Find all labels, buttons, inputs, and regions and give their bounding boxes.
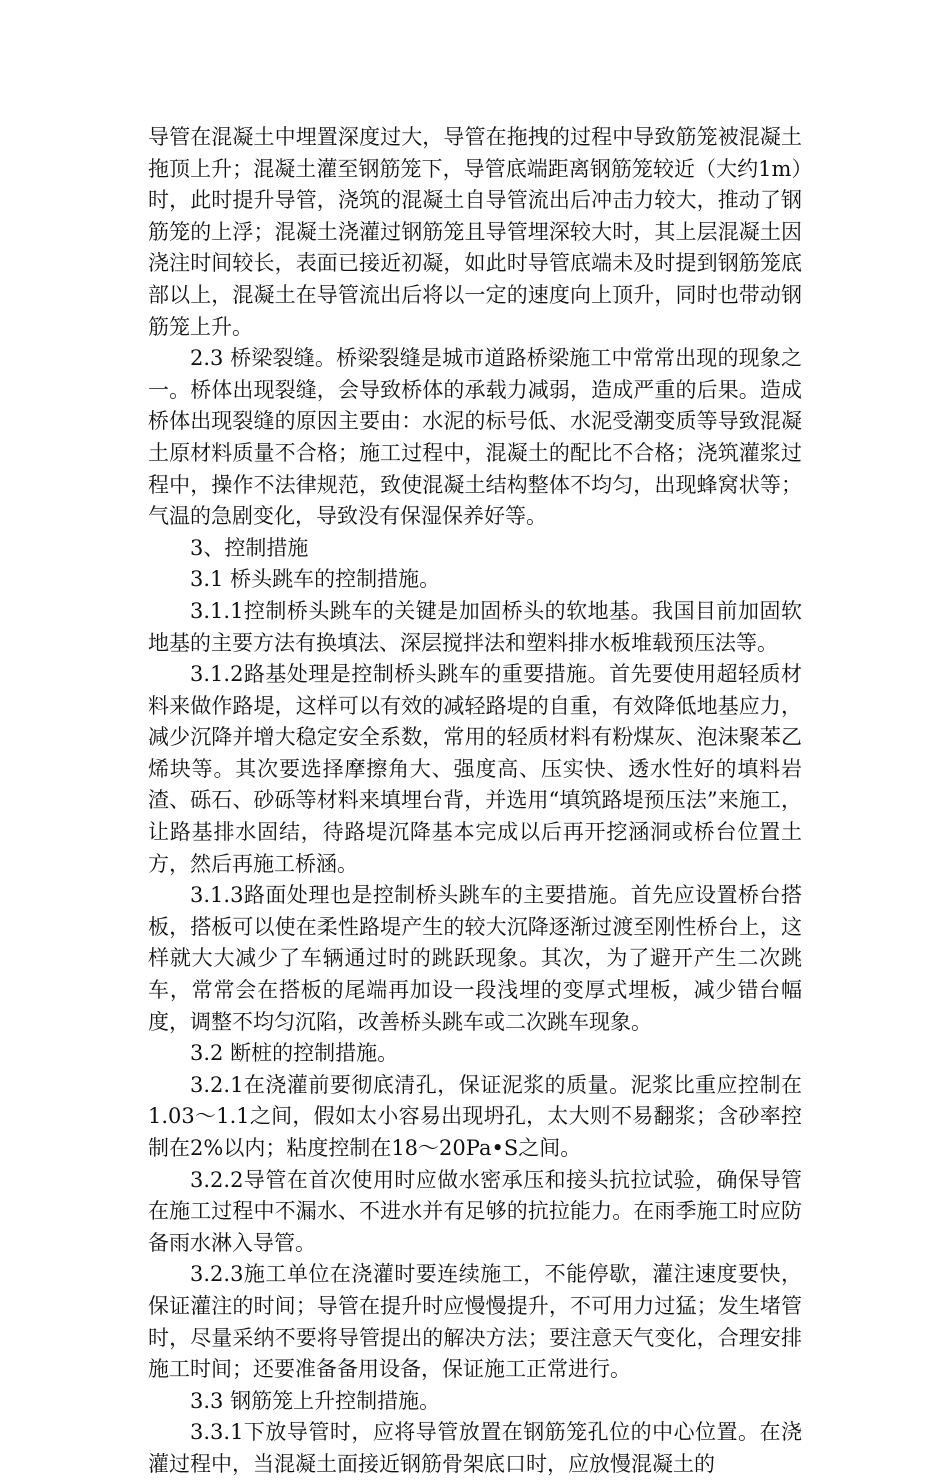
section-heading-3: 3、控制措施 [190, 535, 309, 560]
paragraph-3-2-3: 3.2.3施工单位在浇灌时要连续施工，不能停歇，灌注速度要快，保证灌注的时间；导管在提升时应慢慢提升，不可用力过猛；发生堵管时，尽量采纳不要将导管提出的解决方法；要注意天气变化，合理安排施工时间；还要准备备用设备，保证施工正常进行。 [148, 1262, 802, 1382]
paragraph-3-1-2: 3.1.2路基处理是控制桥头跳车的重要措施。首先要使用超轻质材料来做作路堤，这样可以有效的减轻路堤的自重，有效降低地基应力，减少沉降并增大稳定安全系数，常用的轻质材料有粉煤灰、泡沫聚苯乙烯块等。其次要选择摩擦角大、强度高、压实快、透水性好的填料岩渣、砾石、砂砾等材料来填埋台背，并选用“填筑路堤预压法”来施工，让路基排水固结，待路堤沉降基本完成以后再开挖涵洞或桥台位置土方，然后再施工桥涵。 [148, 662, 802, 876]
paragraph-3-2-2: 3.2.2导管在首次使用时应做水密承压和接头抗拉试验，确保导管在施工过程中不漏水、不进水并有足够的抗拉能力。在雨季施工时应防备雨水淋入导管。 [148, 1167, 802, 1255]
paragraph-2: 2.3 桥梁裂缝。桥梁裂缝是城市道路桥梁施工中常常出现的现象之一。桥体出现裂缝，会导致桥体的承载力减弱，造成严重的后果。造成桥体出现裂缝的原因主要由：水泥的标号低、水泥受潮变质等导致混凝土原材料质量不合格；施工过程中，混凝土的配比不合格；浇筑灌浆过程中，操作不法律规范，致使混凝土结构整体不均匀，出现蜂窝状等；气温的急剧变化，导致没有保湿保养好等。 [148, 346, 802, 529]
paragraph-3-2-1: 3.2.1在浇灌前要彻底清孔，保证泥浆的质量。泥浆比重应控制在1.03～1.1之间，假如太小容易出现坍孔，太大则不易翻浆；含砂率控制在2%以内；粘度控制在18～20Pa•S之间。 [148, 1072, 802, 1160]
subsection-heading-3-1: 3.1 桥头跳车的控制措施。 [190, 567, 441, 592]
subsection-heading-3-2: 3.2 断桩的控制措施。 [190, 1041, 399, 1066]
paragraph-3-3-1: 3.3.1下放导管时，应将导管放置在钢筋笼孔位的中心位置。在浇灌过程中，当混凝土面接近钢筋骨架底口时，应放慢混凝土的 [148, 1420, 802, 1476]
paragraph-3-1-3: 3.1.3路面处理也是控制桥头跳车的主要措施。首先应设置桥台搭板，搭板可以使在柔性路堤产生的较大沉降逐渐过渡至刚性桥台上，这样就大大减少了车辆通过时的跳跃现象。其次，为了避开产生二次跳车，常常会在搭板的尾端再加设一段浅埋的变厚式埋板，减少错台幅度，调整不均匀沉陷，改善桥头跳车或二次跳车现象。 [148, 883, 802, 1034]
document-body [148, 122, 802, 1481]
paragraph-3-1-1: 3.1.1控制桥头跳车的关键是加固桥头的软地基。我国目前加固软地基的主要方法有换填法、深层搅拌法和塑料排水板堆载预压法等。 [148, 598, 802, 655]
subsection-heading-3-3: 3.3 钢筋笼上升控制措施。 [190, 1388, 441, 1413]
paragraph-1: 导管在混凝土中埋置深度过大，导管在拖拽的过程中导致筋笼被混凝土拖顶上升；混凝土灌至钢筋笼下，导管底端距离钢筋笼较近（大约1m）时，此时提升导管，浇筑的混凝土自导管流出后冲击力较大，推动了钢筋笼的上浮；混凝土浇灌过钢筋笼且导管埋深较大时，其上层混凝土因浇注时间较长，表面已接近初凝，如此时导管底端未及时提到钢筋笼底部以上，混凝土在导管流出后将以一定的速度向上顶升，同时也带动钢筋笼上升。 [148, 125, 802, 339]
